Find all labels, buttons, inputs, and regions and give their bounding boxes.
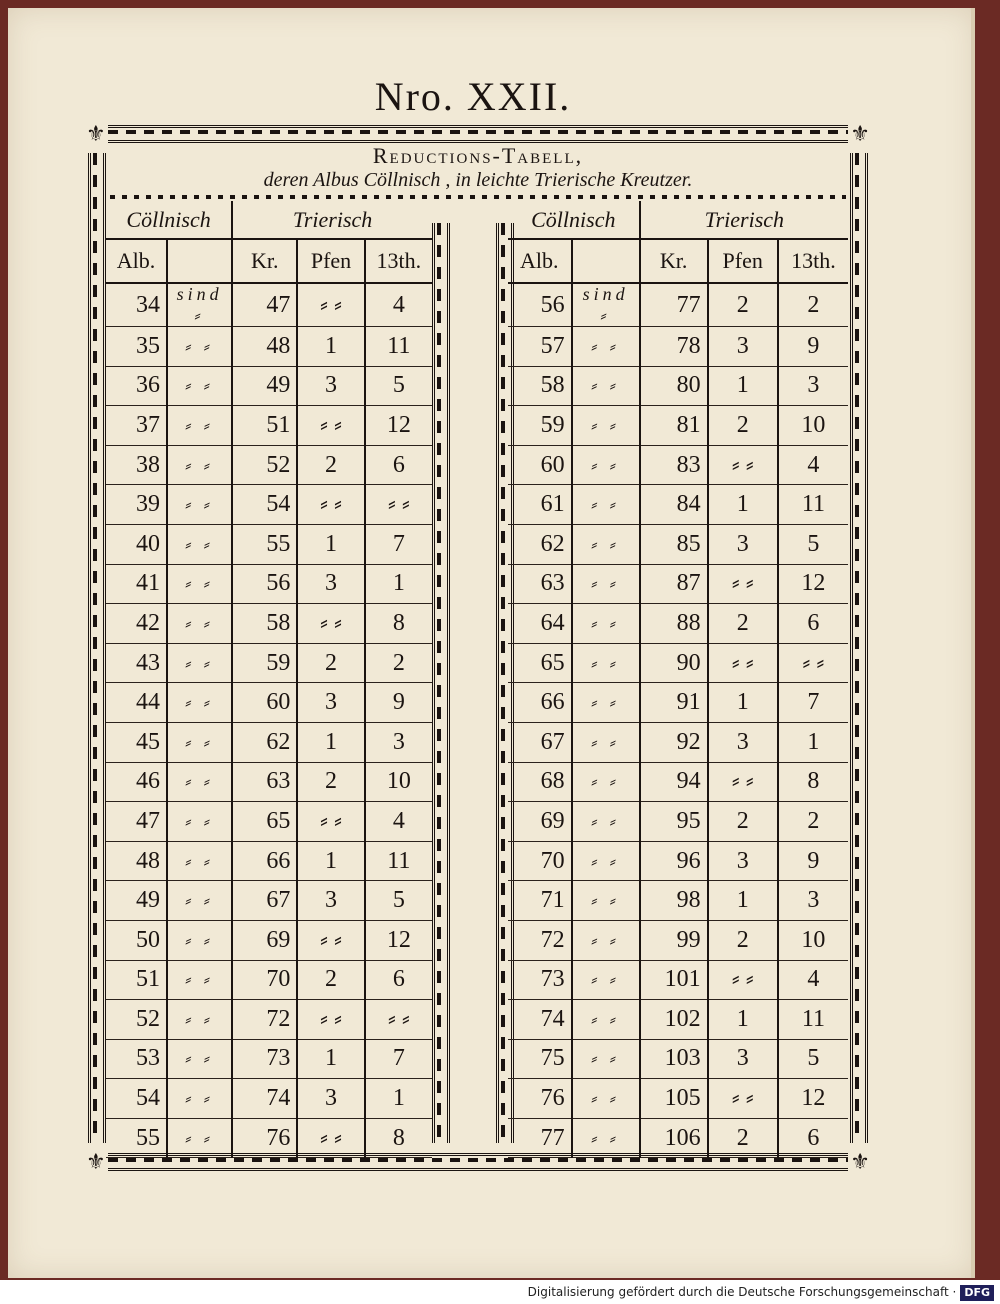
pfen-cell: 2 <box>297 960 364 1000</box>
table-row <box>106 564 432 604</box>
13th-cell: 4 <box>778 445 848 485</box>
digitization-credit <box>0 1280 1000 1304</box>
group-header-coellnisch: Cöllnisch <box>106 201 232 239</box>
column-header-blank <box>572 239 640 283</box>
ornament-divider-left <box>432 223 450 1143</box>
ornamental-frame <box>86 123 870 1173</box>
13th-cell: 5 <box>365 881 432 921</box>
table-row <box>106 960 432 1000</box>
alb-cell: 55 <box>106 1118 167 1158</box>
reduction-table-left <box>106 201 432 1158</box>
13th-cell: 7 <box>778 683 848 723</box>
sind-cell: ⸗ ⸗ <box>572 406 640 446</box>
kr-cell: 105 <box>640 1079 708 1119</box>
pfen-cell: 3 <box>297 564 364 604</box>
sind-cell: ⸗ ⸗ <box>167 445 232 485</box>
sind-cell: ⸗ ⸗ <box>572 524 640 564</box>
13th-cell: 5 <box>778 1039 848 1079</box>
13th-cell: 6 <box>778 1118 848 1158</box>
fleuron-icon: ⚜ <box>850 1149 870 1174</box>
sind-cell: ⸗ ⸗ <box>572 881 640 921</box>
13th-cell: 5 <box>365 366 432 406</box>
kr-cell: 48 <box>232 327 297 367</box>
table-row <box>508 722 848 762</box>
alb-cell: 43 <box>106 643 167 683</box>
alb-cell: 41 <box>106 564 167 604</box>
kr-cell: 90 <box>640 643 708 683</box>
13th-cell: ⸗ ⸗ <box>365 485 432 525</box>
kr-cell: 91 <box>640 683 708 723</box>
kr-cell: 49 <box>232 366 297 406</box>
column-header-pfen: Pfen <box>708 239 778 283</box>
sind-cell: ⸗ ⸗ <box>572 366 640 406</box>
kr-cell: 77 <box>640 283 708 327</box>
13th-cell: 6 <box>365 960 432 1000</box>
13th-cell: 2 <box>778 802 848 842</box>
pfen-cell: 1 <box>297 524 364 564</box>
pfen-cell: 2 <box>708 802 778 842</box>
13th-cell: 2 <box>778 283 848 327</box>
13th-cell: 11 <box>365 327 432 367</box>
sind-cell: ⸗ ⸗ <box>167 524 232 564</box>
sind-cell: sind ⸗ <box>572 283 640 327</box>
alb-cell: 61 <box>508 485 572 525</box>
kr-cell: 87 <box>640 564 708 604</box>
column-header-alb: Alb. <box>106 239 167 283</box>
group-header-trierisch: Trierisch <box>232 201 432 239</box>
13th-cell: 10 <box>778 406 848 446</box>
table-row <box>508 1000 848 1040</box>
alb-cell: 71 <box>508 881 572 921</box>
sind-cell: ⸗ ⸗ <box>572 683 640 723</box>
kr-cell: 78 <box>640 327 708 367</box>
alb-cell: 56 <box>508 283 572 327</box>
table-row <box>508 683 848 723</box>
sind-cell: ⸗ ⸗ <box>167 564 232 604</box>
table-row <box>106 643 432 683</box>
fleuron-icon: ⚜ <box>850 121 870 146</box>
table-row <box>508 841 848 881</box>
sind-cell: ⸗ ⸗ <box>572 1039 640 1079</box>
alb-cell: 57 <box>508 327 572 367</box>
table-row <box>508 366 848 406</box>
column-header-13th: 13th. <box>778 239 848 283</box>
pfen-cell: 1 <box>297 327 364 367</box>
sind-cell: ⸗ ⸗ <box>572 604 640 644</box>
table-row <box>508 1079 848 1119</box>
table-row <box>106 683 432 723</box>
page-edge <box>971 8 975 1278</box>
sind-cell: ⸗ ⸗ <box>572 802 640 842</box>
table-row <box>508 445 848 485</box>
kr-cell: 73 <box>232 1039 297 1079</box>
sind-cell: ⸗ ⸗ <box>167 802 232 842</box>
sind-cell: ⸗ ⸗ <box>572 841 640 881</box>
pfen-cell: 1 <box>297 722 364 762</box>
kr-cell: 62 <box>232 722 297 762</box>
sind-cell: ⸗ ⸗ <box>572 722 640 762</box>
table-row <box>508 1039 848 1079</box>
pfen-cell: 2 <box>708 283 778 327</box>
pfen-cell: 2 <box>708 406 778 446</box>
kr-cell: 60 <box>232 683 297 723</box>
sind-cell: ⸗ ⸗ <box>572 445 640 485</box>
pfen-cell: 1 <box>708 881 778 921</box>
alb-cell: 60 <box>508 445 572 485</box>
sind-cell: ⸗ ⸗ <box>167 683 232 723</box>
kr-cell: 81 <box>640 406 708 446</box>
kr-cell: 56 <box>232 564 297 604</box>
alb-cell: 62 <box>508 524 572 564</box>
13th-cell: 7 <box>365 1039 432 1079</box>
13th-cell: 9 <box>365 683 432 723</box>
13th-cell: 6 <box>778 604 848 644</box>
kr-cell: 59 <box>232 643 297 683</box>
sind-cell: ⸗ ⸗ <box>167 643 232 683</box>
table-row <box>106 283 432 327</box>
table-row <box>106 841 432 881</box>
alb-cell: 68 <box>508 762 572 802</box>
alb-cell: 58 <box>508 366 572 406</box>
kr-cell: 69 <box>232 920 297 960</box>
sind-cell: ⸗ ⸗ <box>572 564 640 604</box>
ornament-border-right <box>850 153 868 1143</box>
13th-cell: 8 <box>365 604 432 644</box>
pfen-cell: ⸗ ⸗ <box>297 1118 364 1158</box>
kr-cell: 52 <box>232 445 297 485</box>
table-row <box>508 604 848 644</box>
sind-cell: ⸗ ⸗ <box>167 485 232 525</box>
13th-cell: 8 <box>778 762 848 802</box>
sind-cell: ⸗ ⸗ <box>572 1079 640 1119</box>
pfen-cell: 2 <box>297 762 364 802</box>
alb-cell: 73 <box>508 960 572 1000</box>
sind-cell: ⸗ ⸗ <box>167 1079 232 1119</box>
pfen-cell: ⸗ ⸗ <box>297 283 364 327</box>
pfen-cell: 3 <box>297 1079 364 1119</box>
13th-cell: 7 <box>365 524 432 564</box>
table-row <box>508 881 848 921</box>
table-row <box>106 920 432 960</box>
sind-cell: ⸗ ⸗ <box>572 1000 640 1040</box>
table-row <box>508 485 848 525</box>
table-row <box>508 406 848 446</box>
sind-cell: ⸗ ⸗ <box>167 881 232 921</box>
pfen-cell: 3 <box>708 1039 778 1079</box>
pfen-cell: 3 <box>297 881 364 921</box>
sind-cell: ⸗ ⸗ <box>167 762 232 802</box>
pfen-cell: ⸗ ⸗ <box>708 564 778 604</box>
13th-cell: 9 <box>778 841 848 881</box>
pfen-cell: ⸗ ⸗ <box>297 604 364 644</box>
group-header-coellnisch: Cöllnisch <box>508 201 640 239</box>
sind-cell: ⸗ ⸗ <box>572 960 640 1000</box>
pfen-cell: ⸗ ⸗ <box>708 445 778 485</box>
kr-cell: 106 <box>640 1118 708 1158</box>
alb-cell: 38 <box>106 445 167 485</box>
sind-cell: ⸗ ⸗ <box>167 722 232 762</box>
pfen-cell: ⸗ ⸗ <box>297 920 364 960</box>
kr-cell: 51 <box>232 406 297 446</box>
alb-cell: 77 <box>508 1118 572 1158</box>
column-header-blank <box>167 239 232 283</box>
pfen-cell: 3 <box>297 683 364 723</box>
alb-cell: 53 <box>106 1039 167 1079</box>
pfen-cell: 1 <box>297 1039 364 1079</box>
pfen-cell: 2 <box>708 604 778 644</box>
kr-cell: 103 <box>640 1039 708 1079</box>
sind-cell: ⸗ ⸗ <box>167 920 232 960</box>
table-row <box>106 445 432 485</box>
alb-cell: 51 <box>106 960 167 1000</box>
pfen-cell: ⸗ ⸗ <box>297 485 364 525</box>
kr-cell: 72 <box>232 1000 297 1040</box>
pfen-cell: 2 <box>708 920 778 960</box>
table-row <box>106 722 432 762</box>
table-row <box>106 762 432 802</box>
pfen-cell: 1 <box>297 841 364 881</box>
13th-cell: 5 <box>778 524 848 564</box>
kr-cell: 65 <box>232 802 297 842</box>
group-header-trierisch: Trierisch <box>640 201 848 239</box>
alb-cell: 42 <box>106 604 167 644</box>
ornament-border-top <box>108 125 848 143</box>
pfen-cell: ⸗ ⸗ <box>297 406 364 446</box>
column-header-kr: Kr. <box>640 239 708 283</box>
table-row <box>508 1118 848 1158</box>
pfen-cell: 3 <box>297 366 364 406</box>
table-row <box>106 406 432 446</box>
pfen-cell: 1 <box>708 683 778 723</box>
13th-cell: 4 <box>778 960 848 1000</box>
column-header-13th: 13th. <box>365 239 432 283</box>
kr-cell: 85 <box>640 524 708 564</box>
13th-cell: 4 <box>365 283 432 327</box>
table-subheading: deren Albus Cöllnisch , in leichte Trierische Kreutzer. <box>263 169 693 191</box>
kr-cell: 55 <box>232 524 297 564</box>
sind-cell: ⸗ ⸗ <box>167 1000 232 1040</box>
table-row <box>508 643 848 683</box>
sind-cell: ⸗ ⸗ <box>167 366 232 406</box>
alb-cell: 74 <box>508 1000 572 1040</box>
sind-cell: ⸗ ⸗ <box>167 1039 232 1079</box>
book-page <box>8 8 975 1278</box>
column-header-alb: Alb. <box>508 239 572 283</box>
sind-cell: ⸗ ⸗ <box>167 960 232 1000</box>
alb-cell: 45 <box>106 722 167 762</box>
13th-cell: 12 <box>365 920 432 960</box>
13th-cell: 6 <box>365 445 432 485</box>
table-row <box>508 802 848 842</box>
kr-cell: 70 <box>232 960 297 1000</box>
kr-cell: 102 <box>640 1000 708 1040</box>
13th-cell: 8 <box>365 1118 432 1158</box>
kr-cell: 96 <box>640 841 708 881</box>
13th-cell: 11 <box>778 485 848 525</box>
table-row <box>106 1000 432 1040</box>
sind-cell: ⸗ ⸗ <box>167 604 232 644</box>
pfen-cell: ⸗ ⸗ <box>297 1000 364 1040</box>
alb-cell: 59 <box>508 406 572 446</box>
sind-cell: ⸗ ⸗ <box>167 327 232 367</box>
table-row <box>106 327 432 367</box>
13th-cell: 11 <box>365 841 432 881</box>
13th-cell: 12 <box>778 564 848 604</box>
alb-cell: 34 <box>106 283 167 327</box>
reduction-table-right <box>508 201 848 1158</box>
sind-cell: ⸗ ⸗ <box>167 1118 232 1158</box>
kr-cell: 63 <box>232 762 297 802</box>
alb-cell: 63 <box>508 564 572 604</box>
kr-cell: 94 <box>640 762 708 802</box>
column-header-pfen: Pfen <box>297 239 364 283</box>
sind-cell: ⸗ ⸗ <box>572 485 640 525</box>
credit-text: Digitalisierung gefördert durch die Deutsche Forschungsgemeinschaft · <box>527 1285 957 1299</box>
sind-cell: ⸗ ⸗ <box>572 1118 640 1158</box>
13th-cell: 10 <box>365 762 432 802</box>
fleuron-icon: ⚜ <box>86 1149 106 1174</box>
13th-cell: 11 <box>778 1000 848 1040</box>
13th-cell: 4 <box>365 802 432 842</box>
13th-cell: 3 <box>365 722 432 762</box>
table-row <box>508 564 848 604</box>
sind-cell: ⸗ ⸗ <box>572 762 640 802</box>
pfen-cell: 2 <box>297 643 364 683</box>
table-row <box>106 366 432 406</box>
alb-cell: 67 <box>508 722 572 762</box>
kr-cell: 74 <box>232 1079 297 1119</box>
13th-cell: 12 <box>365 406 432 446</box>
alb-cell: 70 <box>508 841 572 881</box>
kr-cell: 80 <box>640 366 708 406</box>
13th-cell: 3 <box>778 881 848 921</box>
13th-cell: ⸗ ⸗ <box>778 643 848 683</box>
13th-cell: 12 <box>778 1079 848 1119</box>
13th-cell: 2 <box>365 643 432 683</box>
table-row <box>508 524 848 564</box>
alb-cell: 72 <box>508 920 572 960</box>
sind-cell: sind ⸗ <box>167 283 232 327</box>
13th-cell: 3 <box>778 366 848 406</box>
alb-cell: 49 <box>106 881 167 921</box>
pfen-cell: 3 <box>708 524 778 564</box>
column-header-kr: Kr. <box>232 239 297 283</box>
sind-cell: ⸗ ⸗ <box>167 841 232 881</box>
table-row <box>106 1039 432 1079</box>
table-row <box>106 604 432 644</box>
table-row <box>508 960 848 1000</box>
alb-cell: 35 <box>106 327 167 367</box>
alb-cell: 37 <box>106 406 167 446</box>
pfen-cell: ⸗ ⸗ <box>708 960 778 1000</box>
dfg-logo: DFG <box>960 1285 994 1301</box>
alb-cell: 75 <box>508 1039 572 1079</box>
pfen-cell: 3 <box>708 722 778 762</box>
pfen-cell: 3 <box>708 841 778 881</box>
pfen-cell: ⸗ ⸗ <box>708 762 778 802</box>
alb-cell: 66 <box>508 683 572 723</box>
kr-cell: 47 <box>232 283 297 327</box>
pfen-cell: ⸗ ⸗ <box>297 802 364 842</box>
13th-cell: 10 <box>778 920 848 960</box>
table-heading: Reductions-Tabell, <box>372 143 584 168</box>
kr-cell: 67 <box>232 881 297 921</box>
alb-cell: 46 <box>106 762 167 802</box>
alb-cell: 64 <box>508 604 572 644</box>
table-row <box>106 802 432 842</box>
alb-cell: 54 <box>106 1079 167 1119</box>
table-row <box>508 920 848 960</box>
sind-cell: ⸗ ⸗ <box>572 327 640 367</box>
kr-cell: 84 <box>640 485 708 525</box>
table-row <box>106 1079 432 1119</box>
table-row <box>106 524 432 564</box>
13th-cell: 1 <box>365 1079 432 1119</box>
alb-cell: 52 <box>106 1000 167 1040</box>
sind-cell: ⸗ ⸗ <box>572 920 640 960</box>
pfen-cell: 1 <box>708 1000 778 1040</box>
table-row <box>106 1118 432 1158</box>
kr-cell: 66 <box>232 841 297 881</box>
alb-cell: 39 <box>106 485 167 525</box>
table-row <box>508 283 848 327</box>
pfen-cell: 1 <box>708 485 778 525</box>
kr-cell: 54 <box>232 485 297 525</box>
alb-cell: 47 <box>106 802 167 842</box>
alb-cell: 76 <box>508 1079 572 1119</box>
kr-cell: 98 <box>640 881 708 921</box>
sind-cell: ⸗ ⸗ <box>572 643 640 683</box>
alb-cell: 50 <box>106 920 167 960</box>
pfen-cell: 1 <box>708 366 778 406</box>
pfen-cell: ⸗ ⸗ <box>708 643 778 683</box>
alb-cell: 40 <box>106 524 167 564</box>
kr-cell: 88 <box>640 604 708 644</box>
pfen-cell: ⸗ ⸗ <box>708 1079 778 1119</box>
table-row <box>106 881 432 921</box>
13th-cell: ⸗ ⸗ <box>365 1000 432 1040</box>
fleuron-icon: ⚜ <box>86 121 106 146</box>
kr-cell: 76 <box>232 1118 297 1158</box>
kr-cell: 83 <box>640 445 708 485</box>
kr-cell: 92 <box>640 722 708 762</box>
alb-cell: 44 <box>106 683 167 723</box>
alb-cell: 65 <box>508 643 572 683</box>
kr-cell: 58 <box>232 604 297 644</box>
table-row <box>508 327 848 367</box>
dotted-rule <box>110 195 846 199</box>
13th-cell: 1 <box>778 722 848 762</box>
kr-cell: 95 <box>640 802 708 842</box>
kr-cell: 101 <box>640 960 708 1000</box>
ornament-border-left <box>88 153 106 1143</box>
page-title: Nro. XXII. <box>374 74 572 119</box>
table-row <box>508 762 848 802</box>
pfen-cell: 3 <box>708 327 778 367</box>
alb-cell: 36 <box>106 366 167 406</box>
pfen-cell: 2 <box>297 445 364 485</box>
table-row <box>106 485 432 525</box>
alb-cell: 48 <box>106 841 167 881</box>
alb-cell: 69 <box>508 802 572 842</box>
13th-cell: 9 <box>778 327 848 367</box>
sind-cell: ⸗ ⸗ <box>167 406 232 446</box>
kr-cell: 99 <box>640 920 708 960</box>
pfen-cell: 2 <box>708 1118 778 1158</box>
13th-cell: 1 <box>365 564 432 604</box>
